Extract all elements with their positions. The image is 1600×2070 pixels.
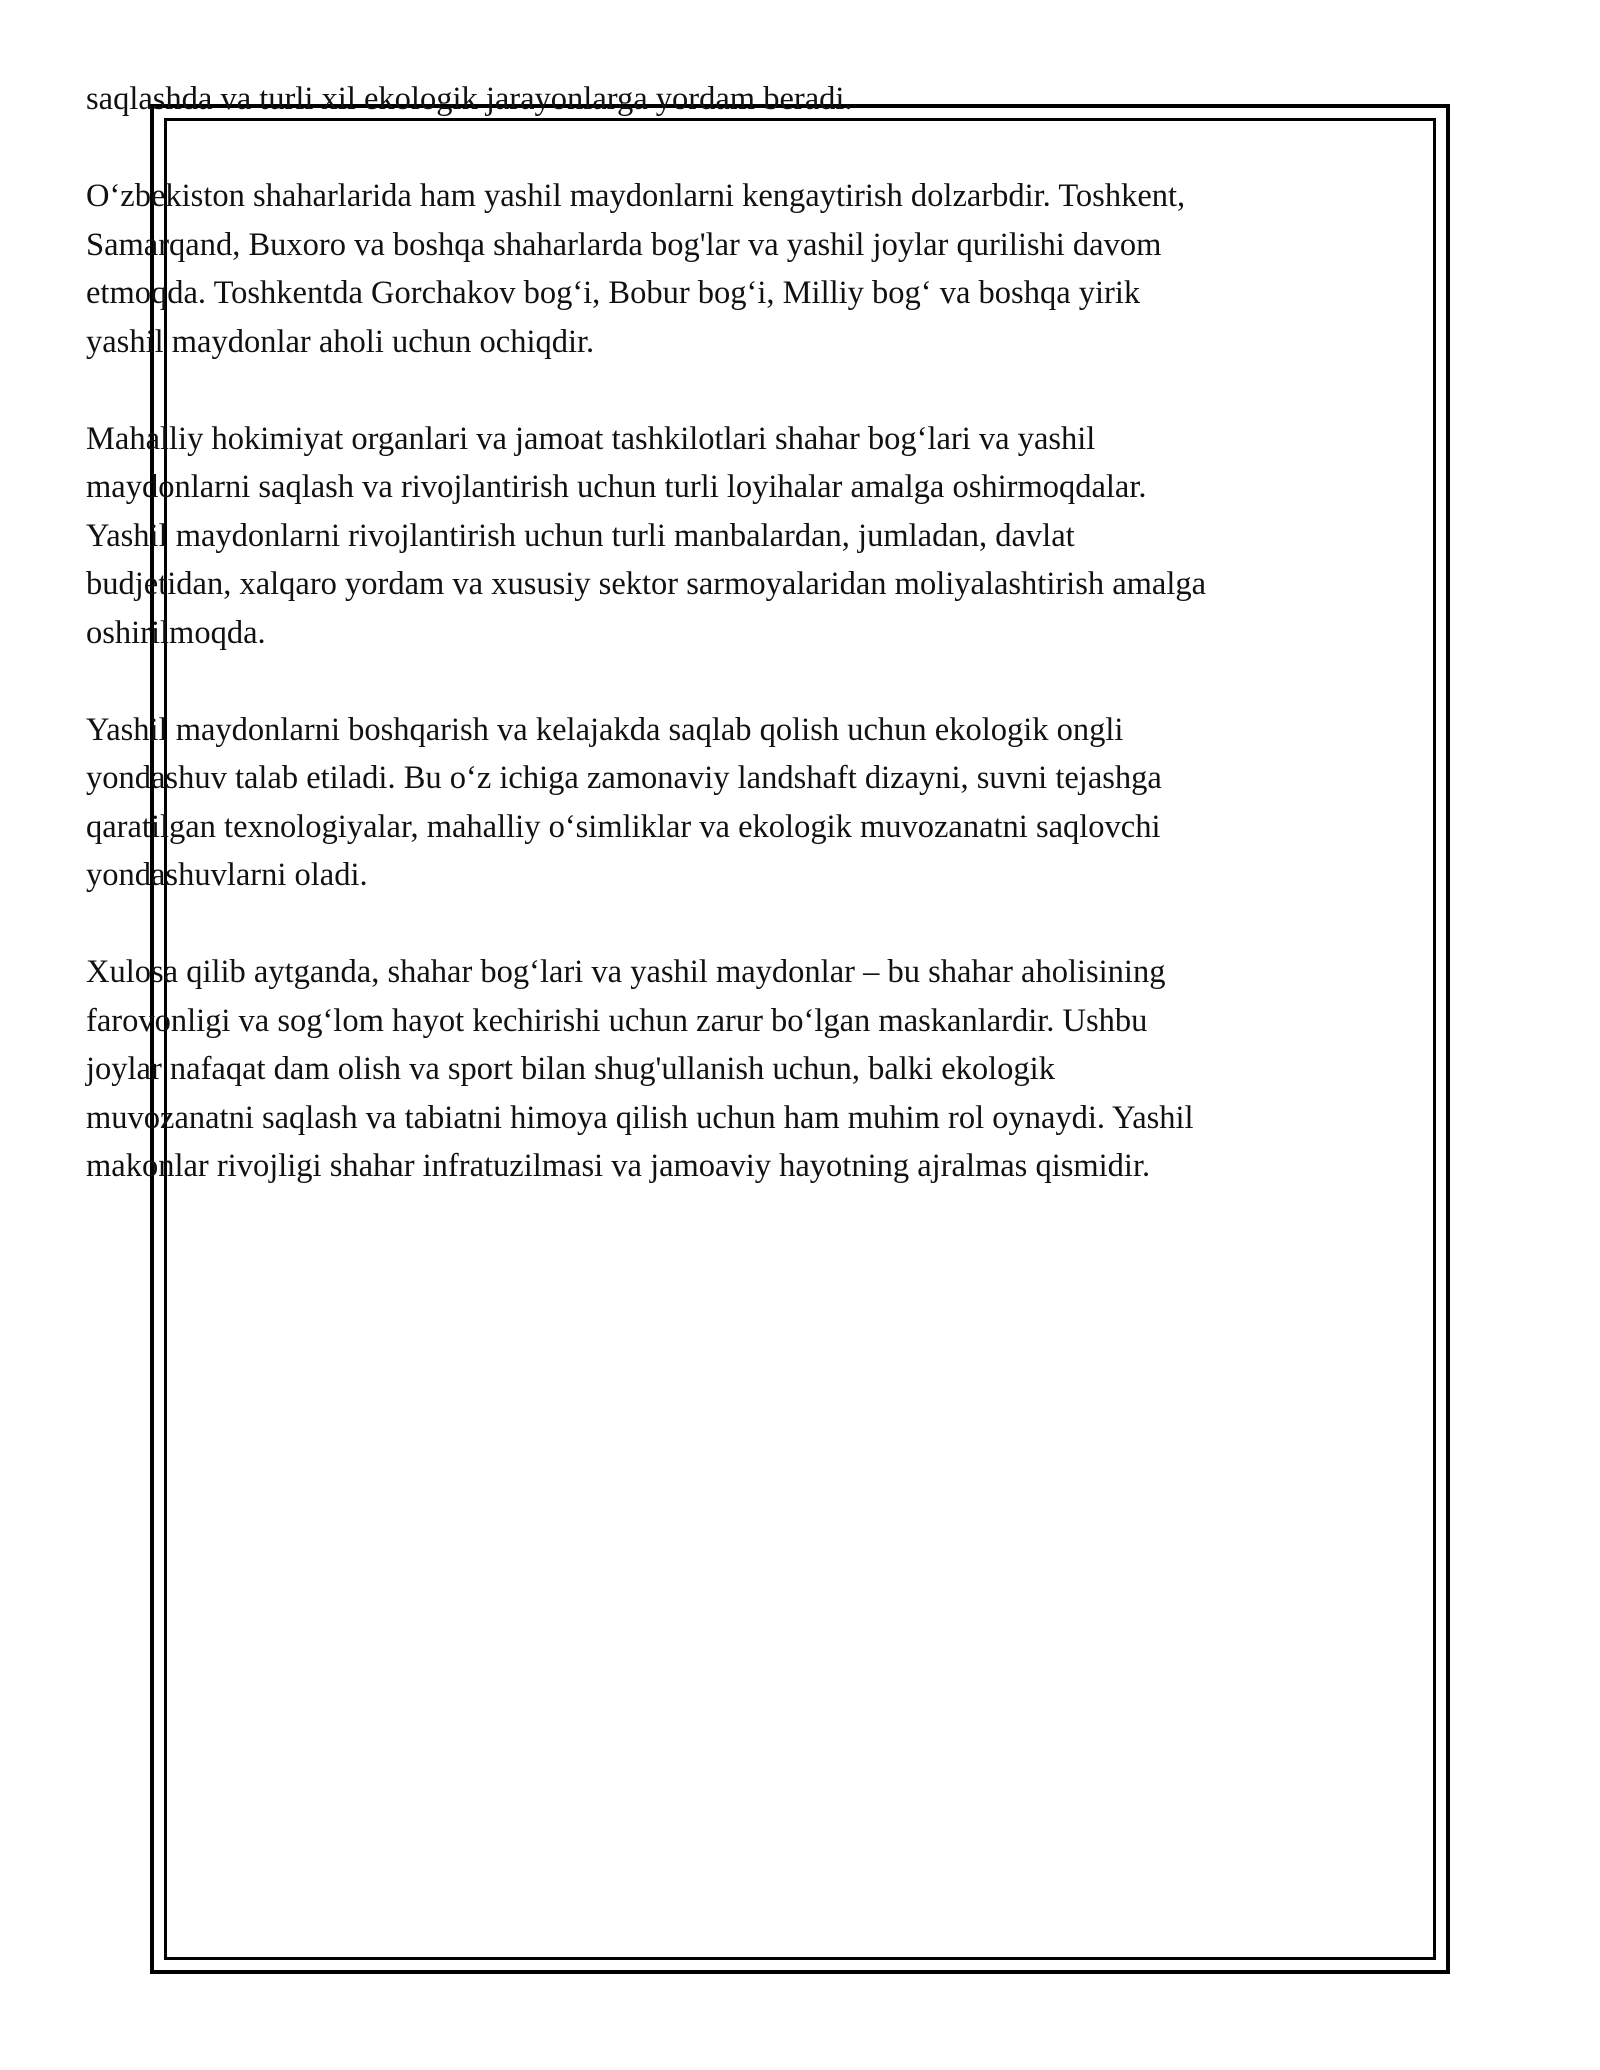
- paragraph-local-authorities: Mahalliy hokimiyat organlari va jamoat tashkilotlari shahar bog‘lari va yashil maydonlarni saqlash va rivojlantirish uchun turli loyihalar amalga oshirmoqdalar. Yashil maydonlarni rivojlantirish uchun turli manbalardan, jumladan, davlat budjetidan, xalqaro yordam va xususiy sektor sarmoyalaridan moliyalashtirish amalga oshirilmoqda.: [86, 420, 1207, 651]
- paragraph-continuation: saqlashda va turli xil ekologik jarayonlarga yordam beradi.: [86, 81, 853, 117]
- paragraph-conclusion: Xulosa qilib aytganda, shahar bog‘lari va yashil maydonlar – bu shahar aholisining farovonligi va sog‘lom hayot kechirishi uchun zarur bo‘lgan maskanlardir. Ushbu joylar nafaqat dam olish va sport bilan shug'ullanish uchun, balki ekologik muvozanatni saqlash va tabiatni himoya qilish uchun ham muhim rol oynaydi. Yashil makonlar rivojligi shahar infratuzilmasi va jamoaviy hayotning ajralmas qismidir.: [86, 954, 1194, 1184]
- paragraph-uzbekistan-cities: O‘zbekiston shaharlarida ham yashil maydonlarni kengaytirish dolzarbdir. Toshkent, Samarqand, Buxoro va boshqa shaharlarda bog'lar va yashil joylar qurilishi davom etmoqda. Toshkentda Gorchakov bog‘i, Bobur bog‘i, Milliy bog‘ va boshqa yirik yashil maydonlar aholi uchun ochiqdir.: [86, 178, 1186, 360]
- paragraph-ecological-approach: Yashil maydonlarni boshqarish va kelajakda saqlab qolish uchun ekologik ongli yondashuv talab etiladi. Bu o‘z ichiga zamonaviy landshaft dizayni, suvni tejashga qaratilgan texnologiyalar, mahalliy o‘simliklar va ekologik muvozanatni saqlovchi yondashuvlarni oladi.: [86, 711, 1162, 893]
- document-body: [86, 75, 1216, 1239]
